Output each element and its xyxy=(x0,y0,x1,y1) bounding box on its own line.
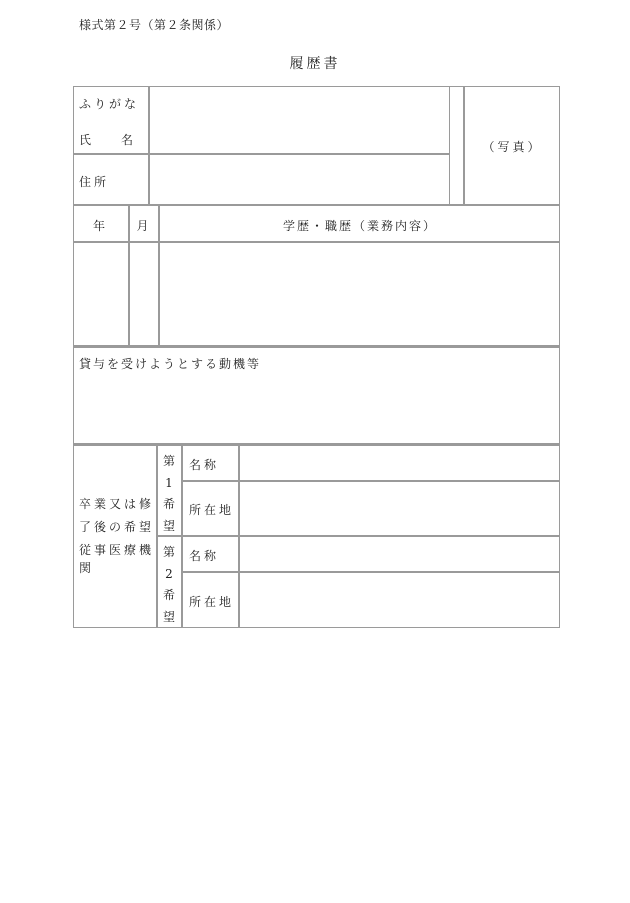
choice2-name-label: 名称 xyxy=(189,549,220,563)
choice1-location-field[interactable] xyxy=(241,483,559,534)
choice2-char: 望 xyxy=(162,609,175,624)
motivation-field[interactable] xyxy=(74,373,559,442)
choice1-inner-divider xyxy=(183,480,560,482)
choice2-location-label: 所在地 xyxy=(189,595,235,609)
motivation-label: 貸与を受けようとする動機等 xyxy=(79,357,262,371)
preference-label-line-3: 従事医療機 xyxy=(79,543,155,557)
preference-label-line-2: 了後の希望 xyxy=(79,520,155,534)
choice1-char: 1 xyxy=(165,475,173,490)
choice1-vertical-label xyxy=(158,451,180,537)
month-field[interactable] xyxy=(131,244,158,345)
choice2-location-field[interactable] xyxy=(241,574,559,627)
choice1-char: 第 xyxy=(162,454,175,468)
name-field[interactable] xyxy=(150,87,449,153)
choice1-location-label: 所在地 xyxy=(189,503,235,517)
choice2-name-field[interactable] xyxy=(241,538,559,570)
preference-label-line-4: 関 xyxy=(79,561,95,575)
personal-input-divider xyxy=(449,86,450,205)
choice2-char: 第 xyxy=(162,545,175,559)
address-label: 住所 xyxy=(79,175,110,189)
form-number: 様式第２号（第２条関係） xyxy=(79,18,230,32)
choice2-char: 2 xyxy=(165,566,173,581)
history-header: 学歴・職歴（業務内容） xyxy=(282,219,437,233)
choice2-vertical-label xyxy=(158,542,180,628)
choice1-name-label: 名称 xyxy=(189,458,220,472)
history-field[interactable] xyxy=(161,244,559,345)
address-field[interactable] xyxy=(150,155,449,204)
preference-label-line-1: 卒業又は修 xyxy=(79,497,155,511)
photo-area xyxy=(466,87,559,204)
name-label-second: 名 xyxy=(121,133,137,147)
choice2-inner-divider xyxy=(183,571,560,573)
year-field[interactable] xyxy=(74,244,128,345)
choice1-name-field[interactable] xyxy=(241,446,559,479)
furigana-label: ふりがな xyxy=(79,97,140,111)
page-title: 履歴書 xyxy=(289,56,341,72)
choice1-char: 希 xyxy=(162,497,175,511)
photo-placeholder: （写真） xyxy=(482,140,543,154)
year-header: 年 xyxy=(92,219,108,233)
choice1-char: 望 xyxy=(162,518,175,533)
history-header-divider xyxy=(73,241,560,243)
choice2-char: 希 xyxy=(162,588,175,602)
month-header: 月 xyxy=(136,219,152,233)
name-label-first: 氏 xyxy=(79,133,95,147)
choice-divider xyxy=(156,535,560,537)
